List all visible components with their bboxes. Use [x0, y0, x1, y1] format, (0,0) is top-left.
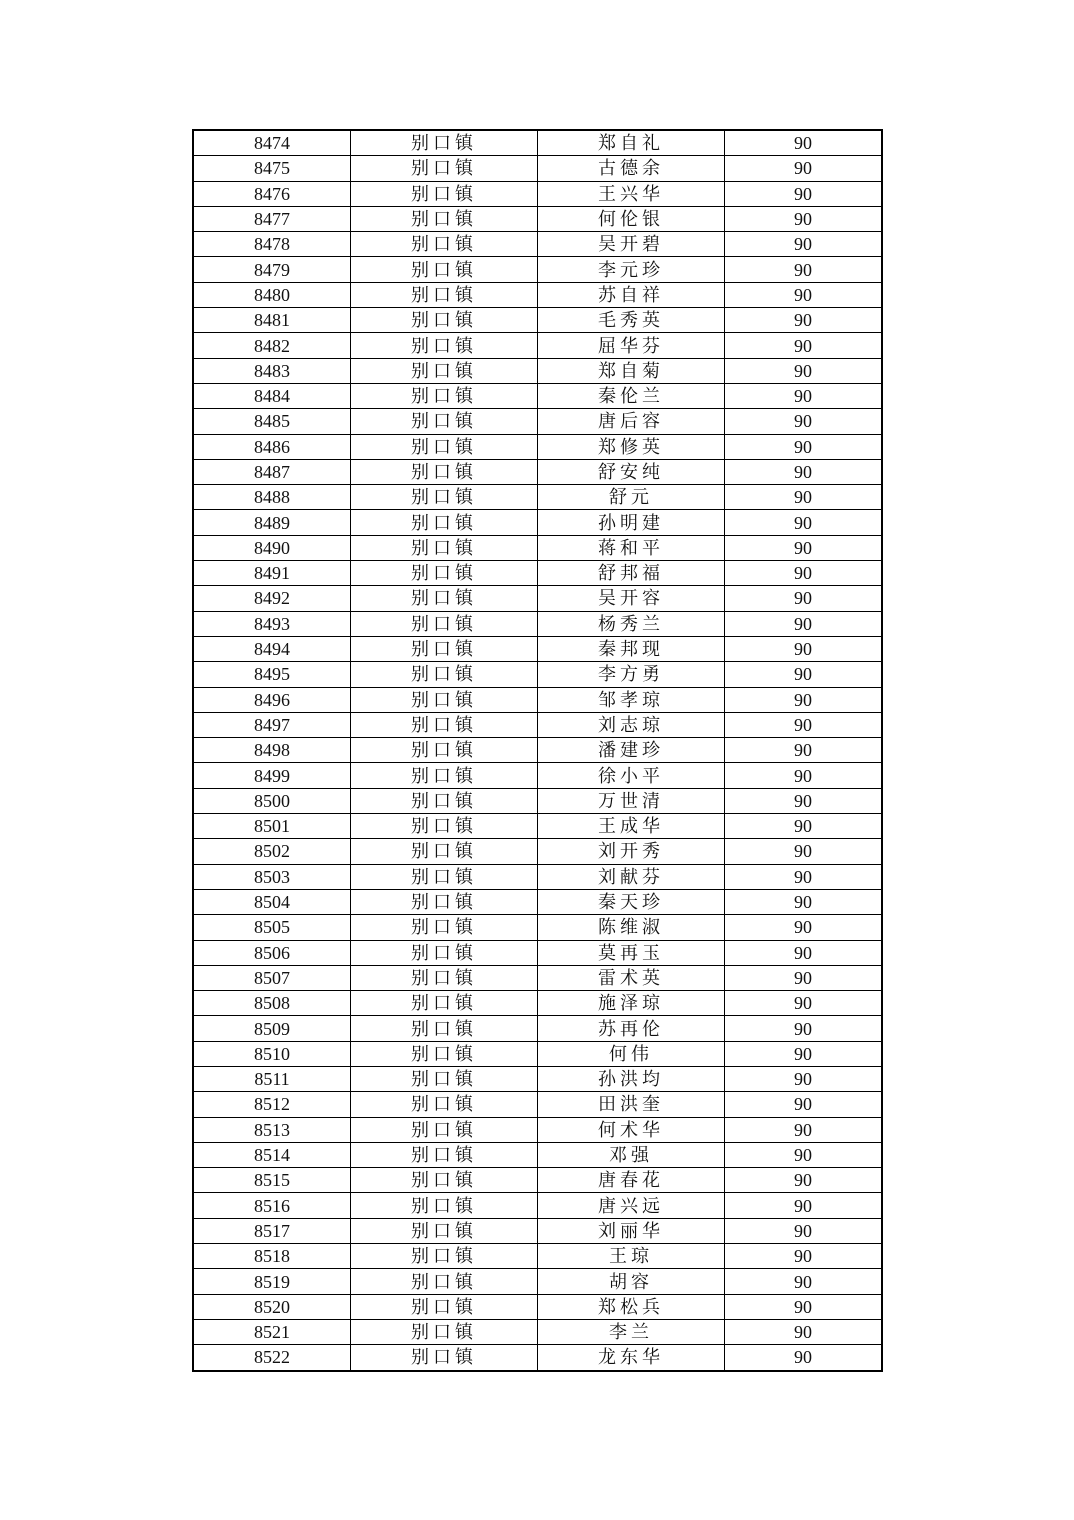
cell-number: 8480: [193, 282, 351, 307]
cell-number: 8479: [193, 257, 351, 282]
cell-score: 90: [725, 130, 883, 156]
cell-number: 8489: [193, 510, 351, 535]
cell-score: 90: [725, 1294, 883, 1319]
cell-score: 90: [725, 383, 883, 408]
cell-town: 别口镇: [351, 1269, 538, 1294]
cell-town: 别口镇: [351, 1244, 538, 1269]
cell-score: 90: [725, 1269, 883, 1294]
table-row: [193, 156, 882, 181]
cell-score: 90: [725, 1092, 883, 1117]
cell-town: 别口镇: [351, 358, 538, 383]
cell-number: 8515: [193, 1168, 351, 1193]
cell-score: 90: [725, 333, 883, 358]
cell-number: 8481: [193, 308, 351, 333]
table-row: [193, 232, 882, 257]
cell-score: 90: [725, 687, 883, 712]
cell-score: 90: [725, 788, 883, 813]
cell-town: 别口镇: [351, 814, 538, 839]
table-row: [193, 1218, 882, 1243]
cell-number: 8512: [193, 1092, 351, 1117]
cell-town: 别口镇: [351, 206, 538, 231]
table-row: [193, 1193, 882, 1218]
cell-town: 别口镇: [351, 586, 538, 611]
cell-score: 90: [725, 1041, 883, 1066]
cell-score: 90: [725, 636, 883, 661]
cell-score: 90: [725, 662, 883, 687]
table-row: [193, 611, 882, 636]
cell-name: 刘开秀: [538, 839, 725, 864]
cell-score: 90: [725, 814, 883, 839]
cell-number: 8516: [193, 1193, 351, 1218]
table-row: [193, 1319, 882, 1344]
table-row: [193, 1294, 882, 1319]
table-row: [193, 535, 882, 560]
cell-town: 别口镇: [351, 232, 538, 257]
cell-name: 王兴华: [538, 181, 725, 206]
cell-number: 8492: [193, 586, 351, 611]
cell-town: 别口镇: [351, 156, 538, 181]
cell-number: 8498: [193, 738, 351, 763]
cell-number: 8506: [193, 940, 351, 965]
cell-town: 别口镇: [351, 1193, 538, 1218]
cell-score: 90: [725, 1142, 883, 1167]
roster-table-body: [193, 130, 882, 1371]
table-row: [193, 763, 882, 788]
cell-town: 别口镇: [351, 181, 538, 206]
cell-number: 8503: [193, 864, 351, 889]
cell-number: 8478: [193, 232, 351, 257]
cell-town: 别口镇: [351, 1345, 538, 1371]
cell-score: 90: [725, 1218, 883, 1243]
cell-name: 万世清: [538, 788, 725, 813]
cell-number: 8521: [193, 1319, 351, 1344]
cell-score: 90: [725, 409, 883, 434]
cell-score: 90: [725, 434, 883, 459]
cell-number: 8500: [193, 788, 351, 813]
cell-score: 90: [725, 586, 883, 611]
table-row: [193, 510, 882, 535]
table-row: [193, 459, 882, 484]
cell-score: 90: [725, 308, 883, 333]
cell-town: 别口镇: [351, 1168, 538, 1193]
cell-number: 8495: [193, 662, 351, 687]
cell-score: 90: [725, 915, 883, 940]
cell-name: 刘志琼: [538, 712, 725, 737]
cell-name: 舒元: [538, 485, 725, 510]
cell-town: 别口镇: [351, 1092, 538, 1117]
cell-score: 90: [725, 1117, 883, 1142]
table-row: [193, 965, 882, 990]
table-row: [193, 814, 882, 839]
table-row: [193, 485, 882, 510]
cell-number: 8497: [193, 712, 351, 737]
cell-name: 孙明建: [538, 510, 725, 535]
cell-name: 施泽琼: [538, 991, 725, 1016]
cell-town: 别口镇: [351, 940, 538, 965]
cell-score: 90: [725, 206, 883, 231]
cell-name: 舒邦福: [538, 561, 725, 586]
table-row: [193, 687, 882, 712]
cell-town: 别口镇: [351, 459, 538, 484]
table-row: [193, 434, 882, 459]
cell-score: 90: [725, 889, 883, 914]
cell-score: 90: [725, 485, 883, 510]
cell-name: 苏再伦: [538, 1016, 725, 1041]
cell-score: 90: [725, 991, 883, 1016]
cell-town: 别口镇: [351, 1142, 538, 1167]
cell-name: 古德余: [538, 156, 725, 181]
cell-town: 别口镇: [351, 561, 538, 586]
cell-name: 田洪奎: [538, 1092, 725, 1117]
cell-score: 90: [725, 1016, 883, 1041]
table-row: [193, 889, 882, 914]
cell-name: 龙东华: [538, 1345, 725, 1371]
table-row: [193, 1269, 882, 1294]
table-row: [193, 181, 882, 206]
cell-town: 别口镇: [351, 1319, 538, 1344]
cell-name: 邓强: [538, 1142, 725, 1167]
table-row: [193, 662, 882, 687]
table-row: [193, 257, 882, 282]
cell-name: 陈维淑: [538, 915, 725, 940]
cell-number: 8507: [193, 965, 351, 990]
cell-score: 90: [725, 839, 883, 864]
cell-town: 别口镇: [351, 712, 538, 737]
cell-town: 别口镇: [351, 662, 538, 687]
cell-name: 舒安纯: [538, 459, 725, 484]
cell-number: 8488: [193, 485, 351, 510]
cell-number: 8502: [193, 839, 351, 864]
cell-score: 90: [725, 611, 883, 636]
cell-number: 8501: [193, 814, 351, 839]
cell-number: 8487: [193, 459, 351, 484]
cell-town: 别口镇: [351, 763, 538, 788]
cell-number: 8493: [193, 611, 351, 636]
cell-score: 90: [725, 358, 883, 383]
table-row: [193, 358, 882, 383]
cell-name: 胡容: [538, 1269, 725, 1294]
cell-score: 90: [725, 459, 883, 484]
cell-name: 郑修英: [538, 434, 725, 459]
cell-score: 90: [725, 712, 883, 737]
cell-name: 雷术英: [538, 965, 725, 990]
table-row: [193, 1244, 882, 1269]
table-row: [193, 586, 882, 611]
cell-number: 8496: [193, 687, 351, 712]
cell-number: 8483: [193, 358, 351, 383]
cell-name: 邹孝琼: [538, 687, 725, 712]
cell-town: 别口镇: [351, 687, 538, 712]
table-row: [193, 383, 882, 408]
cell-score: 90: [725, 181, 883, 206]
cell-name: 杨秀兰: [538, 611, 725, 636]
cell-score: 90: [725, 257, 883, 282]
cell-name: 秦邦现: [538, 636, 725, 661]
table-row: [193, 333, 882, 358]
cell-name: 唐后容: [538, 409, 725, 434]
table-row: [193, 712, 882, 737]
cell-town: 别口镇: [351, 889, 538, 914]
roster-table: [192, 129, 883, 1372]
cell-town: 别口镇: [351, 535, 538, 560]
cell-name: 何伦银: [538, 206, 725, 231]
cell-number: 8511: [193, 1066, 351, 1091]
cell-score: 90: [725, 1193, 883, 1218]
cell-number: 8485: [193, 409, 351, 434]
cell-score: 90: [725, 864, 883, 889]
table-row: [193, 915, 882, 940]
table-row: [193, 636, 882, 661]
cell-name: 李方勇: [538, 662, 725, 687]
table-row: [193, 839, 882, 864]
cell-score: 90: [725, 1066, 883, 1091]
cell-name: 刘献芬: [538, 864, 725, 889]
cell-town: 别口镇: [351, 257, 538, 282]
cell-number: 8519: [193, 1269, 351, 1294]
cell-name: 潘建珍: [538, 738, 725, 763]
cell-name: 莫再玉: [538, 940, 725, 965]
cell-town: 别口镇: [351, 839, 538, 864]
table-row: [193, 1168, 882, 1193]
cell-name: 刘丽华: [538, 1218, 725, 1243]
cell-number: 8510: [193, 1041, 351, 1066]
cell-number: 8522: [193, 1345, 351, 1371]
table-row: [193, 991, 882, 1016]
cell-name: 屈华芬: [538, 333, 725, 358]
cell-number: 8520: [193, 1294, 351, 1319]
cell-name: 秦天珍: [538, 889, 725, 914]
cell-score: 90: [725, 232, 883, 257]
table-row: [193, 940, 882, 965]
cell-name: 郑松兵: [538, 1294, 725, 1319]
cell-number: 8482: [193, 333, 351, 358]
cell-name: 唐春花: [538, 1168, 725, 1193]
cell-number: 8491: [193, 561, 351, 586]
cell-town: 别口镇: [351, 1041, 538, 1066]
table-row: [193, 561, 882, 586]
cell-name: 何伟: [538, 1041, 725, 1066]
cell-name: 李兰: [538, 1319, 725, 1344]
cell-town: 别口镇: [351, 333, 538, 358]
cell-number: 8499: [193, 763, 351, 788]
cell-score: 90: [725, 1168, 883, 1193]
cell-name: 吴开碧: [538, 232, 725, 257]
cell-town: 别口镇: [351, 510, 538, 535]
cell-number: 8475: [193, 156, 351, 181]
cell-score: 90: [725, 561, 883, 586]
cell-name: 秦伦兰: [538, 383, 725, 408]
cell-score: 90: [725, 535, 883, 560]
cell-score: 90: [725, 282, 883, 307]
cell-score: 90: [725, 1319, 883, 1344]
table-row: [193, 1016, 882, 1041]
cell-name: 李元珍: [538, 257, 725, 282]
cell-town: 别口镇: [351, 1016, 538, 1041]
table-row: [193, 1092, 882, 1117]
cell-number: 8513: [193, 1117, 351, 1142]
cell-number: 8490: [193, 535, 351, 560]
cell-name: 徐小平: [538, 763, 725, 788]
table-row: [193, 738, 882, 763]
table-row: [193, 864, 882, 889]
table-row: [193, 308, 882, 333]
cell-number: 8486: [193, 434, 351, 459]
table-row: [193, 1117, 882, 1142]
cell-town: 别口镇: [351, 1066, 538, 1091]
cell-name: 蒋和平: [538, 535, 725, 560]
cell-number: 8494: [193, 636, 351, 661]
cell-score: 90: [725, 940, 883, 965]
cell-score: 90: [725, 965, 883, 990]
cell-number: 8508: [193, 991, 351, 1016]
cell-score: 90: [725, 510, 883, 535]
table-row: [193, 1041, 882, 1066]
cell-number: 8509: [193, 1016, 351, 1041]
table-row: [193, 1142, 882, 1167]
table-row: [193, 282, 882, 307]
table-row: [193, 1345, 882, 1371]
cell-number: 8484: [193, 383, 351, 408]
cell-name: 王琼: [538, 1244, 725, 1269]
cell-town: 别口镇: [351, 409, 538, 434]
cell-town: 别口镇: [351, 636, 538, 661]
cell-town: 别口镇: [351, 130, 538, 156]
cell-town: 别口镇: [351, 864, 538, 889]
table-row: [193, 788, 882, 813]
cell-number: 8474: [193, 130, 351, 156]
cell-name: 毛秀英: [538, 308, 725, 333]
cell-number: 8517: [193, 1218, 351, 1243]
cell-number: 8518: [193, 1244, 351, 1269]
cell-score: 90: [725, 156, 883, 181]
cell-number: 8477: [193, 206, 351, 231]
cell-town: 别口镇: [351, 965, 538, 990]
cell-score: 90: [725, 738, 883, 763]
cell-score: 90: [725, 763, 883, 788]
cell-town: 别口镇: [351, 383, 538, 408]
cell-town: 别口镇: [351, 1294, 538, 1319]
cell-town: 别口镇: [351, 434, 538, 459]
cell-town: 别口镇: [351, 282, 538, 307]
cell-number: 8504: [193, 889, 351, 914]
cell-name: 苏自祥: [538, 282, 725, 307]
cell-number: 8505: [193, 915, 351, 940]
cell-name: 王成华: [538, 814, 725, 839]
cell-town: 别口镇: [351, 611, 538, 636]
table-row: [193, 1066, 882, 1091]
table-row: [193, 130, 882, 156]
cell-name: 郑自菊: [538, 358, 725, 383]
cell-name: 何术华: [538, 1117, 725, 1142]
cell-name: 孙洪均: [538, 1066, 725, 1091]
cell-name: 郑自礼: [538, 130, 725, 156]
cell-number: 8514: [193, 1142, 351, 1167]
cell-town: 别口镇: [351, 1117, 538, 1142]
cell-name: 唐兴远: [538, 1193, 725, 1218]
cell-town: 别口镇: [351, 485, 538, 510]
table-row: [193, 206, 882, 231]
cell-town: 别口镇: [351, 915, 538, 940]
cell-score: 90: [725, 1345, 883, 1371]
cell-town: 别口镇: [351, 991, 538, 1016]
cell-score: 90: [725, 1244, 883, 1269]
cell-name: 吴开容: [538, 586, 725, 611]
table-row: [193, 409, 882, 434]
cell-town: 别口镇: [351, 788, 538, 813]
cell-number: 8476: [193, 181, 351, 206]
cell-town: 别口镇: [351, 1218, 538, 1243]
cell-town: 别口镇: [351, 738, 538, 763]
cell-town: 别口镇: [351, 308, 538, 333]
